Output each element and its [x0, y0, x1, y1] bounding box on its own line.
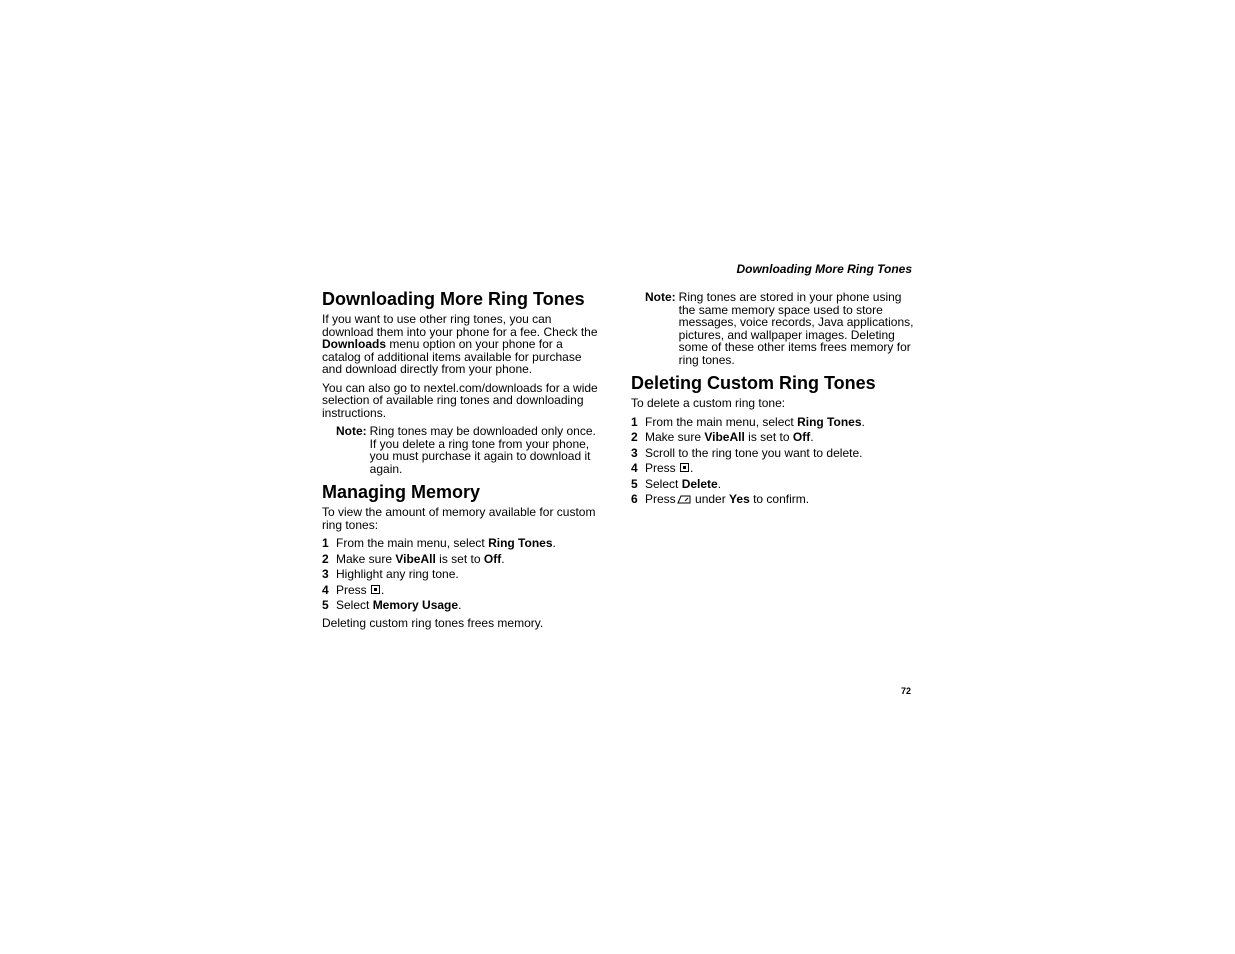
step-number: 2	[631, 430, 638, 444]
bold-term: Ring Tones	[488, 536, 553, 550]
paragraph-website: You can also go to nextel.com/downloads for a wide selection of available ring tones and downloading instructions.	[322, 380, 598, 420]
text: Scroll to the ring tone you want to delete.	[645, 445, 863, 460]
text: menu option on your phone for a catalog of additional items available for purchase and download directly from your phone.	[322, 337, 582, 376]
note-text: Ring tones may be downloaded only once. If you delete a ring tone from your phone, you must purchase it again to download it again.	[369, 424, 596, 476]
list-item	[631, 416, 916, 429]
section-title-managing-memory: Managing Memory	[322, 482, 481, 502]
list-item	[322, 553, 600, 566]
bold-term: VibeAll	[395, 551, 436, 566]
running-head: Downloading More Ring Tones	[736, 262, 912, 276]
steps-managing-memory	[322, 537, 600, 612]
text: If you want to use other ring tones, you can download them into your phone for a fee. Check the	[322, 312, 598, 339]
text: to confirm.	[749, 492, 810, 506]
section-title-downloading: Downloading More Ring Tones	[322, 289, 585, 309]
note-label: Note:	[336, 424, 367, 438]
text: Press	[645, 461, 680, 475]
note-memory-shared	[645, 291, 916, 366]
list-item	[322, 568, 600, 581]
text: From the main menu, select	[645, 414, 798, 429]
step-number: 3	[322, 567, 329, 581]
list-item	[322, 599, 600, 612]
step-number: 4	[322, 582, 329, 597]
text: .	[690, 461, 694, 475]
text: is set to	[435, 551, 484, 566]
left-column	[322, 290, 600, 635]
text: From the main menu, select	[336, 536, 489, 550]
text: .	[861, 414, 865, 429]
text: Highlight any ring tone.	[336, 567, 459, 581]
list-item	[631, 447, 916, 460]
text: Select	[645, 476, 682, 491]
note-text: Ring tones are stored in your phone using the same memory space used to store messages, voice records, Java applications, pictures, and wallpaper images. Deleting some of these other items frees memory for ring tones.	[678, 290, 914, 367]
text: Make sure	[336, 551, 396, 566]
text: Press	[336, 582, 371, 597]
paragraph-closing: Deleting custom ring tones frees memory.	[322, 615, 544, 630]
step-number: 3	[631, 445, 638, 460]
bold-term: Memory Usage	[372, 598, 459, 612]
paragraph-downloads-intro	[322, 313, 600, 376]
bold-term: Delete	[681, 476, 718, 491]
step-number: 6	[631, 492, 638, 506]
text: .	[458, 598, 462, 612]
step-number: 5	[631, 476, 638, 491]
text: .	[717, 476, 722, 491]
bold-term: VibeAll	[704, 430, 745, 444]
note-download-once	[336, 425, 600, 475]
paragraph-delete-intro: To delete a custom ring tone:	[631, 396, 786, 410]
list-item	[631, 478, 916, 491]
text: Press	[645, 492, 676, 506]
note-label: Note:	[645, 290, 676, 304]
menu-key-icon	[371, 585, 380, 594]
step-number: 4	[631, 461, 638, 475]
bold-term: Off	[792, 430, 811, 444]
text: .	[381, 582, 385, 597]
list-item	[631, 431, 916, 444]
step-number: 2	[322, 551, 329, 566]
list-item	[322, 537, 600, 550]
list-item	[322, 584, 600, 597]
list-item	[631, 493, 916, 506]
steps-deleting	[631, 416, 916, 506]
section-title-deleting: Deleting Custom Ring Tones	[631, 373, 876, 393]
menu-key-icon	[680, 463, 689, 472]
step-number: 1	[631, 414, 638, 429]
paragraph-memory-intro: To view the amount of memory available for custom ring tones:	[322, 505, 596, 532]
text: Select	[336, 598, 373, 612]
text: Make sure	[645, 430, 705, 444]
bold-term: Ring Tones	[797, 414, 862, 429]
list-item	[631, 462, 916, 475]
text: is set to	[744, 430, 793, 444]
text: .	[501, 551, 505, 566]
downloads-menu-term: Downloads	[322, 337, 387, 351]
bold-term: Yes	[729, 492, 750, 506]
step-number: 1	[322, 536, 329, 550]
bold-term: Off	[483, 551, 502, 566]
right-column	[631, 291, 916, 511]
page-number: 72	[900, 686, 911, 696]
text: .	[552, 536, 556, 550]
softkey-icon	[677, 495, 690, 503]
step-number: 5	[322, 598, 329, 612]
text: .	[810, 430, 814, 444]
text: under	[691, 492, 730, 506]
